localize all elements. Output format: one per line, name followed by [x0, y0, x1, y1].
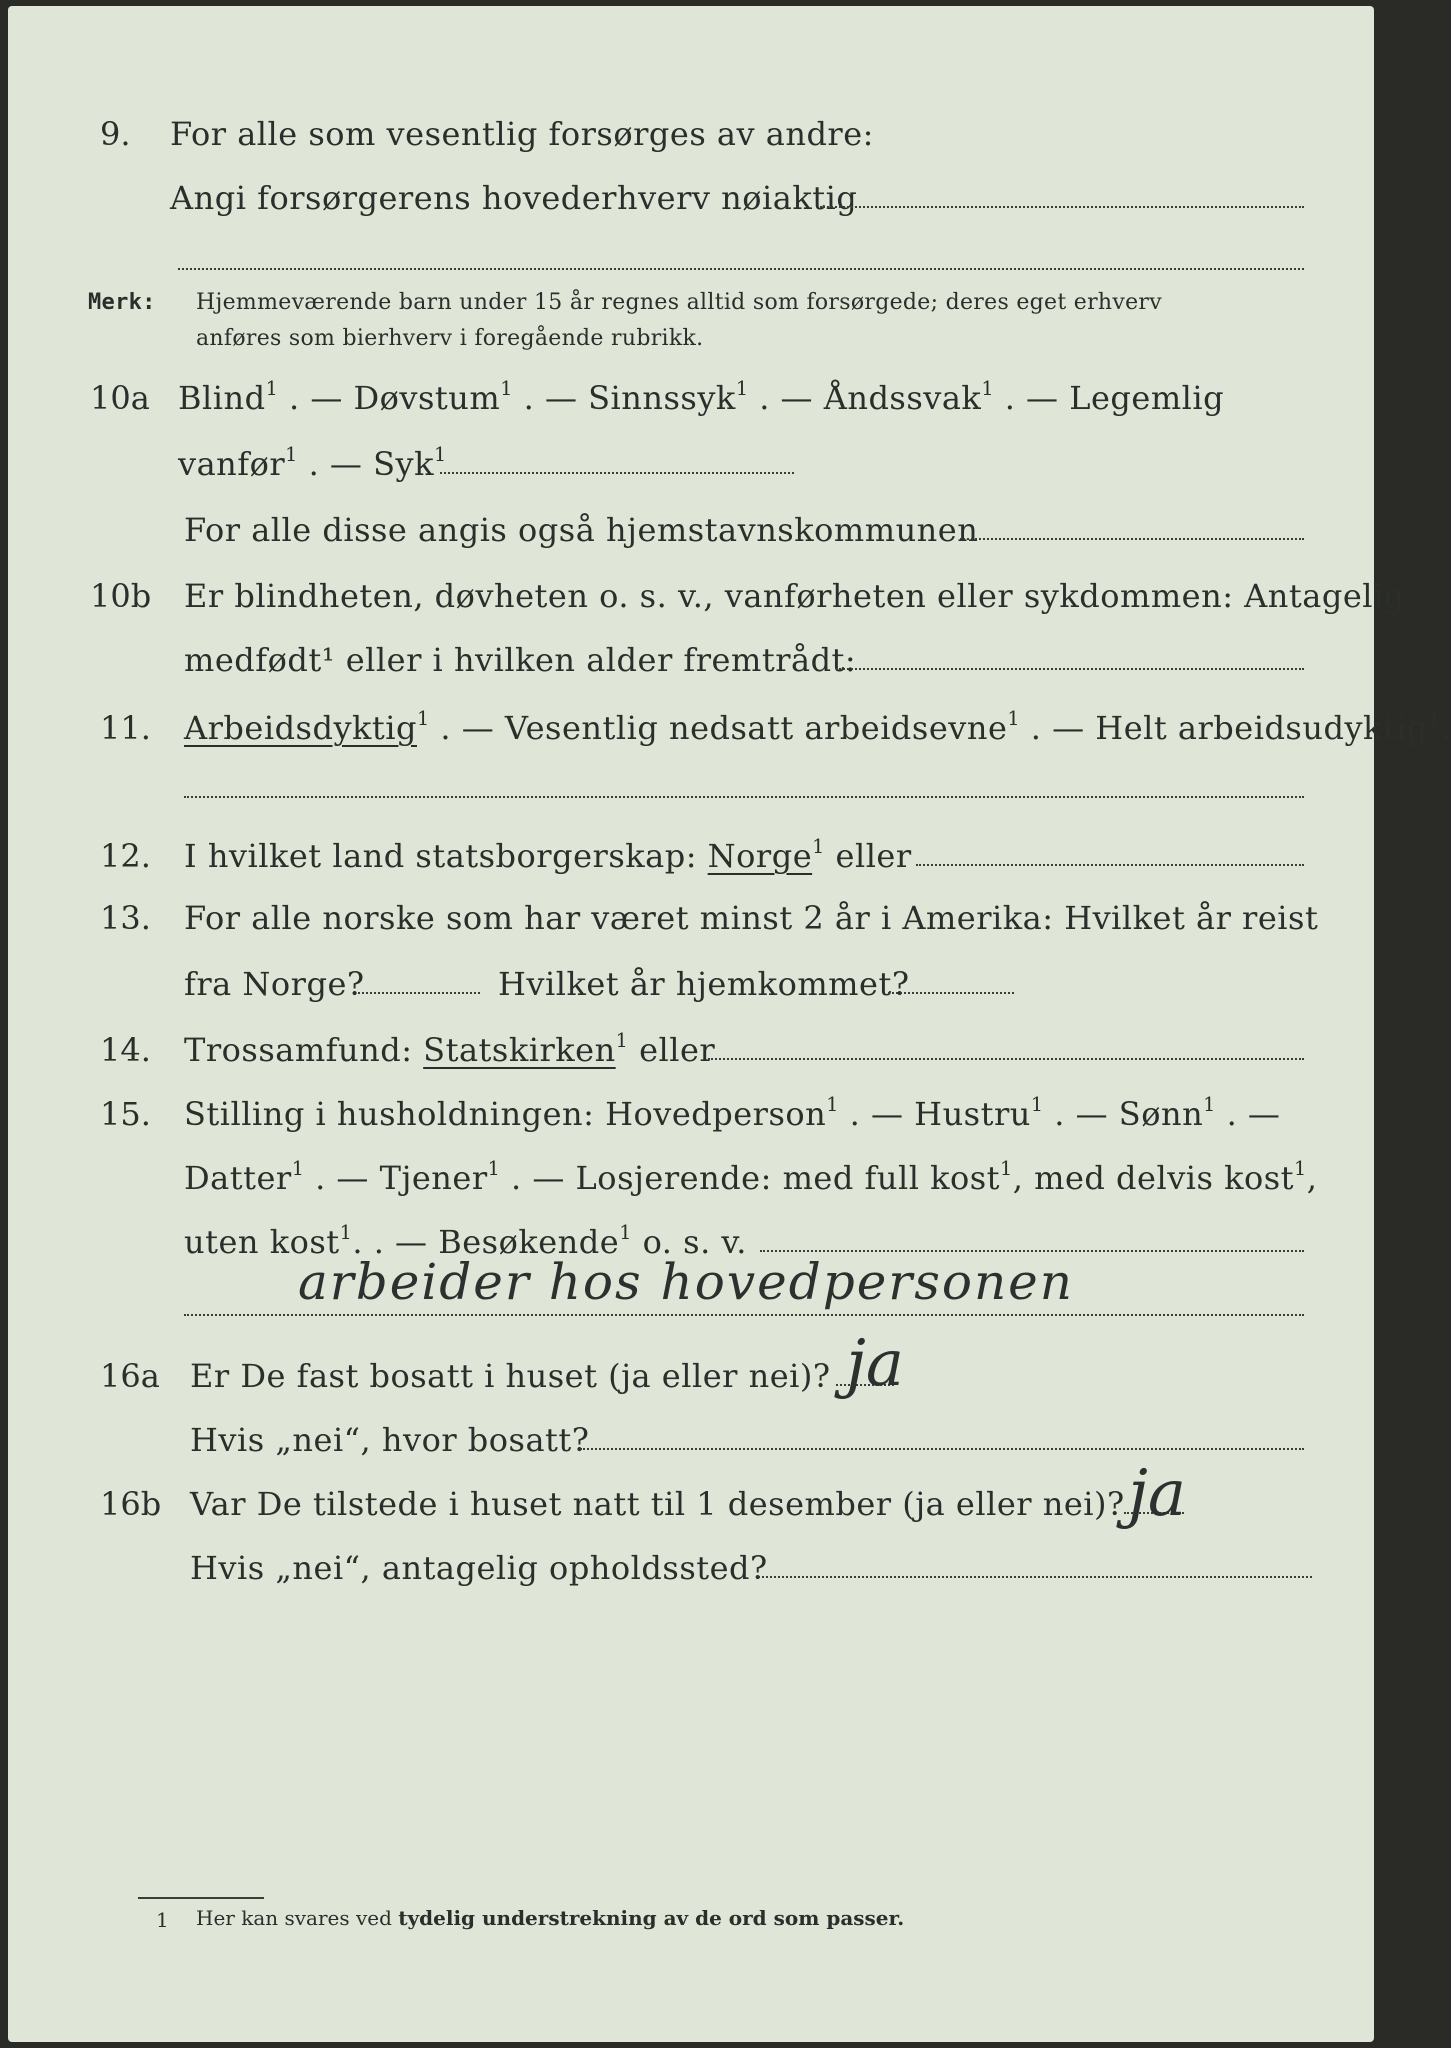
- q9-number: 9.: [100, 115, 131, 153]
- q10a-number: 10a: [90, 379, 150, 417]
- q10a-line1: Blind$^1$ . — Døvstum$^1$ . — Sinnssyk$^1$ . — Åndssvak$^1$ . — Legemlig: [178, 377, 1225, 417]
- q16b-where-answer-line: [758, 1576, 1312, 1578]
- footnote-rule: [138, 1897, 264, 1899]
- q14-line1: Trossamfund: Statskirken$^1$ eller: [184, 1029, 716, 1069]
- q10b-answer-line: [836, 668, 1304, 670]
- q16a-number: 16a: [100, 1357, 160, 1395]
- q14-selected-option: Statskirken: [423, 1031, 616, 1069]
- q9-line2: Angi forsørgerens hovederhverv nøiaktig: [170, 179, 858, 217]
- q14-answer-line: [708, 1058, 1304, 1060]
- q15-line2: Datter$^1$ . — Tjener$^1$ . — Losjerende: med full kost$^1$, med delvis kost$^1$,: [184, 1157, 1318, 1197]
- q13-answer-line-2: [888, 992, 1014, 994]
- q16b-number: 16b: [100, 1485, 162, 1523]
- q13-part1: fra Norge?: [184, 965, 365, 1003]
- q16a-where-answer-line: [580, 1448, 1304, 1450]
- q13-number: 13.: [100, 899, 151, 937]
- q16a-line1: Er De fast bosatt i huset (ja eller nei)?: [190, 1357, 831, 1395]
- merk-label: Merk:: [88, 290, 156, 315]
- q14-number: 14.: [100, 1031, 151, 1069]
- q10a-answer-line: [440, 472, 794, 474]
- q12-number: 12.: [100, 837, 151, 875]
- merk-line2: anføres som bierhverv i foregående rubrikk.: [196, 326, 704, 351]
- merk-line1: Hjemmeværende barn under 15 år regnes alltid som forsørgede; deres eget erhverv: [196, 290, 1162, 315]
- q16a-handwritten-answer: ja: [846, 1327, 904, 1401]
- q16b-line2: Hvis „nei“, antagelig opholdssted?: [190, 1549, 768, 1587]
- footnote-marker: 1: [156, 1908, 169, 1932]
- q12-selected-option: Norge: [707, 837, 813, 875]
- q9-answer-line: [820, 206, 1304, 208]
- q10b-line1: Er blindheten, døvheten o. s. v., vanførheten eller sykdommen: Antagelig: [184, 577, 1405, 615]
- q16b-handwritten-answer: ja: [1128, 1457, 1186, 1531]
- q9-line1: For alle som vesentlig forsørges av andre:: [170, 115, 874, 153]
- q15-handwritten-answer: arbeider hos hovedpersonen: [298, 1253, 1074, 1311]
- q15-line1: Stilling i husholdningen: Hovedperson$^1$ . — Hustru$^1$ . — Sønn$^1$ . —: [184, 1093, 1281, 1133]
- footnote-text: Her kan svares ved tydelig understrekning av de ord som passer.: [196, 1906, 905, 1930]
- q12-line1: I hvilket land statsborgerskap: Norge$^1$ eller: [184, 835, 912, 875]
- q9-answer-line-2: [178, 268, 1304, 270]
- q15-answer-line-2: [184, 1314, 1304, 1316]
- q13-answer-line-1: [358, 992, 480, 994]
- q10a-home-answer-line: [960, 538, 1304, 540]
- q12-answer-line: [916, 864, 1304, 866]
- q10b-number: 10b: [90, 577, 152, 615]
- q16b-line1: Var De tilstede i huset natt til 1 desember (ja eller nei)?: [190, 1485, 1125, 1523]
- q11-answer-line: [184, 796, 1304, 798]
- q15-line3: uten kost$^1$. . — Besøkende$^1$ o. s. v.: [184, 1221, 747, 1261]
- q10b-line2: medfødt¹ eller i hvilken alder fremtrådt:: [184, 641, 857, 679]
- q10a-line3: For alle disse angis også hjemstavnskommunen: [184, 511, 979, 549]
- q11-selected-option: Arbeidsdyktig: [184, 709, 417, 747]
- q11-number: 11.: [100, 709, 151, 747]
- q13-part2: Hvilket år hjemkommet?: [498, 965, 910, 1003]
- q16a-line2: Hvis „nei“, hvor bosatt?: [190, 1421, 590, 1459]
- q11-line1: Arbeidsdyktig$^1$ . — Vesentlig nedsatt arbeidsevne$^1$ . — Helt arbeidsudyktig$^1$.: [184, 707, 1451, 747]
- census-form-page: [8, 6, 1451, 2042]
- q10a-line2: vanfør$^1$ . — Syk$^1$: [178, 443, 447, 483]
- q13-line1: For alle norske som har været minst 2 år i Amerika: Hvilket år reist: [184, 899, 1319, 937]
- q15-number: 15.: [100, 1095, 151, 1133]
